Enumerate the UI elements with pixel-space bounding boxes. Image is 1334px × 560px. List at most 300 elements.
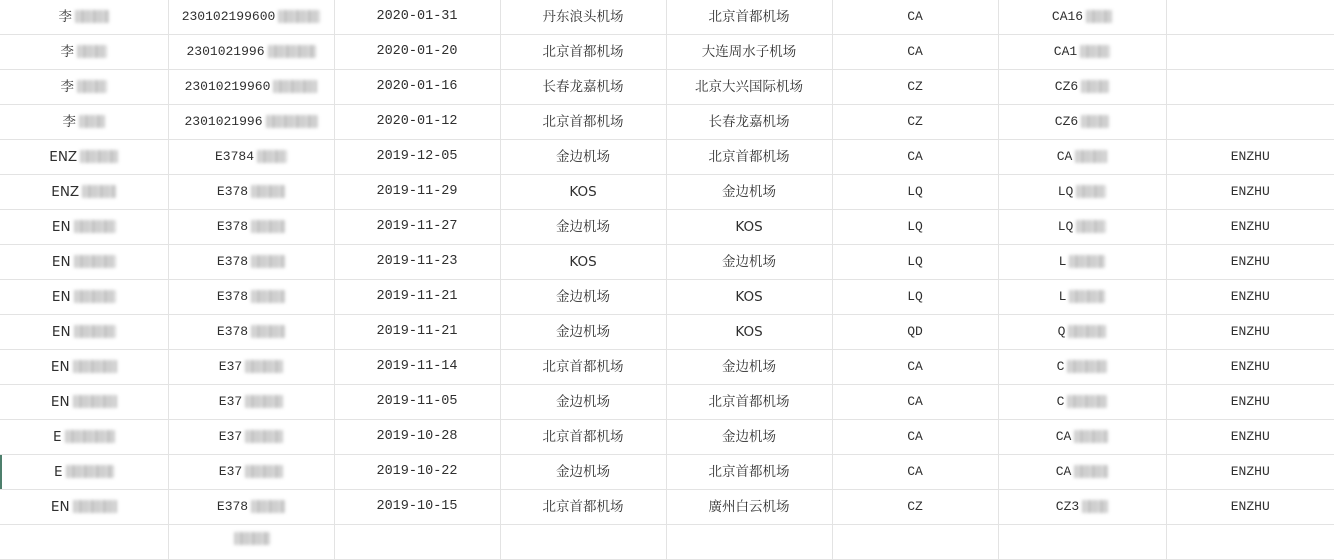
cell-flight-text: CZ6 (1054, 114, 1079, 129)
cell-from (500, 70, 666, 105)
cell-to-text: 廣州白云机场 (708, 499, 790, 515)
cell-from (500, 490, 666, 525)
cell-date (334, 490, 500, 525)
redaction-block (74, 255, 116, 268)
cell-airline (832, 385, 998, 420)
cell-name-text: E (52, 429, 62, 445)
cell-to-text: KOS (735, 324, 763, 340)
cell-date (334, 140, 500, 175)
redaction-block (1081, 80, 1109, 93)
cell-date-text: 2019-11-29 (376, 184, 458, 199)
cell-date (334, 525, 500, 560)
cell-from (500, 105, 666, 140)
cell-airline (832, 70, 998, 105)
cell-from-text: 金边机场 (556, 149, 610, 165)
table-row[interactable] (0, 455, 1334, 490)
cell-flight-text: CZ3 (1055, 499, 1080, 514)
cell-from-text: 北京首都机场 (542, 44, 624, 60)
cell-from (500, 280, 666, 315)
cell-flight (998, 245, 1166, 280)
cell-to (666, 525, 832, 560)
cell-operator (1166, 70, 1334, 105)
table-row[interactable] (0, 490, 1334, 525)
redaction-block (251, 220, 285, 233)
cell-id-text: E37 (218, 429, 243, 444)
cell-date-text: 2020-01-20 (376, 44, 458, 59)
cell-name (0, 385, 168, 420)
cell-from (500, 140, 666, 175)
cell-name (0, 210, 168, 245)
table-row[interactable] (0, 525, 1334, 560)
cell-to-text: KOS (735, 289, 763, 305)
redaction-block (251, 255, 285, 268)
cell-id (168, 140, 334, 175)
cell-operator (1166, 245, 1334, 280)
redaction-block (278, 10, 320, 23)
cell-to-text: 北京首都机场 (708, 394, 790, 410)
cell-name (0, 140, 168, 175)
table-row[interactable] (0, 280, 1334, 315)
redaction-block (1069, 255, 1105, 268)
cell-airline (832, 525, 998, 560)
cell-to (666, 105, 832, 140)
cell-from (500, 175, 666, 210)
cell-name-text: 李 (62, 114, 76, 130)
cell-id-text: 2301021996 (184, 114, 263, 129)
table-row[interactable] (0, 315, 1334, 350)
cell-from (500, 245, 666, 280)
redaction-block (1081, 115, 1109, 128)
redaction-block (251, 325, 285, 338)
cell-name (0, 315, 168, 350)
cell-from (500, 385, 666, 420)
cell-airline-text: CA (907, 9, 923, 24)
cell-operator (1166, 490, 1334, 525)
cell-from (500, 525, 666, 560)
cell-id-text: E378 (216, 289, 249, 304)
cell-date-text: 2020-01-16 (376, 79, 458, 94)
redaction-block (251, 185, 285, 198)
cell-operator-text: ENZHU (1230, 289, 1270, 304)
cell-operator (1166, 280, 1334, 315)
redaction-block (66, 465, 114, 478)
cell-flight (998, 35, 1166, 70)
cell-name-text: 李 (60, 79, 74, 95)
cell-name (0, 280, 168, 315)
cell-to-text: 金边机场 (722, 359, 776, 375)
table-row[interactable] (0, 70, 1334, 105)
cell-airline-text: CA (907, 394, 923, 409)
cell-airline-text: CZ (907, 114, 923, 129)
cell-airline (832, 105, 998, 140)
redaction-block (266, 115, 318, 128)
cell-flight (998, 385, 1166, 420)
cell-airline (832, 420, 998, 455)
cell-to (666, 0, 832, 35)
cell-from-text: 金边机场 (556, 394, 610, 410)
cell-airline-text: LQ (907, 219, 923, 234)
redaction-block (245, 465, 283, 478)
cell-date (334, 315, 500, 350)
cell-date-text: 2019-11-23 (376, 254, 458, 269)
cell-id (168, 315, 334, 350)
cell-id (168, 0, 334, 35)
cell-to-text: 大连周水子机场 (701, 44, 797, 60)
cell-to (666, 175, 832, 210)
cell-date-text: 2019-12-05 (376, 149, 458, 164)
cell-id (168, 175, 334, 210)
redaction-block (1082, 500, 1108, 513)
cell-to (666, 140, 832, 175)
cell-operator-text: ENZHU (1230, 149, 1270, 164)
cell-flight-text: LQ (1057, 184, 1074, 199)
cell-from-text: KOS (569, 254, 597, 270)
redaction-block (74, 290, 116, 303)
cell-id-text: E378 (216, 499, 249, 514)
redaction-block (1067, 395, 1107, 408)
redaction-block (1080, 45, 1110, 58)
cell-operator (1166, 455, 1334, 490)
cell-flight (998, 525, 1166, 560)
cell-date-text: 2019-11-21 (376, 324, 458, 339)
redaction-block (1068, 325, 1106, 338)
cell-flight (998, 105, 1166, 140)
cell-id-text: E378 (216, 184, 249, 199)
cell-operator-text: ENZHU (1230, 219, 1270, 234)
cell-airline (832, 245, 998, 280)
cell-flight-text: C (1056, 394, 1065, 409)
redaction-block (234, 532, 270, 545)
cell-operator (1166, 175, 1334, 210)
cell-airline-text: CZ (907, 79, 923, 94)
cell-from (500, 455, 666, 490)
cell-name (0, 525, 168, 560)
cell-to-text: 北京首都机场 (708, 464, 790, 480)
cell-operator-text: ENZHU (1230, 394, 1270, 409)
cell-flight-text: Q (1057, 324, 1066, 339)
cell-to (666, 35, 832, 70)
cell-operator (1166, 315, 1334, 350)
redaction-block (245, 395, 283, 408)
cell-operator (1166, 0, 1334, 35)
cell-from-text: 金边机场 (556, 464, 610, 480)
cell-name-text: 李 (58, 9, 72, 25)
cell-date (334, 350, 500, 385)
cell-id-text: 2301021996 (186, 44, 265, 59)
cell-airline-text: LQ (907, 289, 923, 304)
cell-from-text: KOS (569, 184, 597, 200)
cell-name-text: EN (50, 394, 70, 410)
cell-name-text: EN (50, 359, 70, 375)
cell-name (0, 105, 168, 140)
cell-id-text: E37 (218, 359, 243, 374)
cell-name (0, 455, 168, 490)
cell-name (0, 35, 168, 70)
cell-airline-text: CA (907, 429, 923, 444)
cell-flight-text: L (1058, 254, 1067, 269)
cell-airline-text: CZ (907, 499, 923, 514)
cell-id-text: E37 (218, 394, 243, 409)
cell-from-text: 金边机场 (556, 219, 610, 235)
cell-to (666, 455, 832, 490)
redaction-block (251, 500, 285, 513)
redaction-block (74, 325, 116, 338)
cell-operator (1166, 385, 1334, 420)
cell-airline-text: QD (907, 324, 923, 339)
redaction-block (251, 290, 285, 303)
cell-date-text: 2019-11-05 (376, 394, 458, 409)
cell-to-text: 北京首都机场 (708, 149, 790, 165)
cell-id (168, 105, 334, 140)
cell-from-text: 北京首都机场 (542, 359, 624, 375)
redaction-block (1074, 465, 1108, 478)
cell-id (168, 350, 334, 385)
cell-id (168, 280, 334, 315)
cell-to (666, 210, 832, 245)
cell-airline (832, 140, 998, 175)
cell-flight (998, 490, 1166, 525)
cell-airline (832, 35, 998, 70)
table-row[interactable] (0, 105, 1334, 140)
cell-to-text: 金边机场 (722, 184, 776, 200)
redaction-block (65, 430, 115, 443)
cell-date-text: 2020-01-12 (376, 114, 458, 129)
cell-flight-text: CA16 (1051, 9, 1084, 24)
cell-date (334, 245, 500, 280)
cell-airline (832, 455, 998, 490)
cell-from (500, 210, 666, 245)
cell-id (168, 490, 334, 525)
cell-to (666, 245, 832, 280)
table-row[interactable] (0, 420, 1334, 455)
redaction-block (74, 220, 116, 233)
cell-airline-text: CA (907, 149, 923, 164)
redaction-block (245, 430, 283, 443)
cell-from (500, 0, 666, 35)
redaction-block (257, 150, 287, 163)
cell-name (0, 420, 168, 455)
cell-from-text: 金边机场 (556, 324, 610, 340)
cell-date (334, 35, 500, 70)
cell-flight-text: CZ6 (1054, 79, 1079, 94)
cell-name (0, 70, 168, 105)
cell-from (500, 350, 666, 385)
cell-flight-text: CA (1056, 149, 1073, 164)
cell-id (168, 525, 334, 560)
cell-id (168, 245, 334, 280)
redaction-block (79, 115, 105, 128)
cell-date (334, 455, 500, 490)
cell-name-text: ENZ (51, 184, 80, 200)
redaction-block (268, 45, 316, 58)
cell-to-text: KOS (735, 219, 763, 235)
cell-from-text: 北京首都机场 (542, 429, 624, 445)
cell-name-text: ENZ (49, 149, 78, 165)
cell-flight (998, 455, 1166, 490)
cell-operator-text: ENZHU (1230, 324, 1270, 339)
cell-operator-text: ENZHU (1230, 464, 1270, 479)
cell-airline-text: CA (907, 44, 923, 59)
redaction-block (1069, 290, 1105, 303)
cell-date-text: 2019-11-14 (376, 359, 458, 374)
cell-operator (1166, 105, 1334, 140)
cell-date (334, 175, 500, 210)
cell-airline-text: CA (907, 464, 923, 479)
cell-id-text: E3784 (214, 149, 254, 164)
cell-id (168, 455, 334, 490)
redaction-block (1075, 150, 1107, 163)
cell-from-text: 北京首都机场 (542, 499, 624, 515)
cell-date-text: 2019-11-21 (376, 289, 458, 304)
cell-airline (832, 350, 998, 385)
cell-to-text: 金边机场 (722, 254, 776, 270)
cell-from (500, 35, 666, 70)
cell-operator (1166, 350, 1334, 385)
cell-to-text: 金边机场 (722, 429, 776, 445)
cell-airline (832, 175, 998, 210)
cell-id-text: E378 (216, 219, 249, 234)
cell-airline-text: CA (907, 359, 923, 374)
redaction-block (75, 10, 109, 23)
cell-to (666, 70, 832, 105)
cell-operator (1166, 525, 1334, 560)
cell-airline (832, 490, 998, 525)
cell-to (666, 315, 832, 350)
cell-id (168, 210, 334, 245)
cell-date (334, 385, 500, 420)
cell-airline-text: LQ (907, 254, 923, 269)
cell-flight-text: C (1056, 359, 1065, 374)
cell-flight-text: CA1 (1053, 44, 1078, 59)
redaction-block (80, 150, 118, 163)
table-row[interactable] (0, 0, 1334, 35)
cell-id-text: E378 (216, 254, 249, 269)
redaction-block (1076, 185, 1106, 198)
cell-name-text: E (53, 464, 63, 480)
cell-operator (1166, 420, 1334, 455)
cell-date (334, 0, 500, 35)
cell-date (334, 70, 500, 105)
cell-flight (998, 315, 1166, 350)
redaction-block (73, 395, 117, 408)
table-row[interactable] (0, 175, 1334, 210)
cell-flight (998, 210, 1166, 245)
cell-operator-text: ENZHU (1230, 499, 1270, 514)
cell-flight-text: L (1058, 289, 1067, 304)
table-row[interactable] (0, 35, 1334, 70)
cell-operator (1166, 140, 1334, 175)
cell-date-text: 2019-11-27 (376, 219, 458, 234)
cell-name-text: EN (51, 219, 71, 235)
table-row[interactable] (0, 350, 1334, 385)
cell-id-text: E37 (218, 464, 243, 479)
cell-flight (998, 280, 1166, 315)
cell-operator-text: ENZHU (1230, 254, 1270, 269)
cell-to-text: 北京首都机场 (708, 9, 790, 25)
cell-date-text: 2019-10-22 (376, 464, 458, 479)
cell-from (500, 315, 666, 350)
cell-airline-text: LQ (907, 184, 923, 199)
cell-to-text: 长春龙嘉机场 (708, 114, 790, 130)
cell-id-text: 23010219960 (184, 79, 271, 94)
cell-flight-text: CA (1055, 429, 1072, 444)
cell-name (0, 0, 168, 35)
cell-date-text: 2019-10-15 (376, 499, 458, 514)
cell-from-text: 北京首都机场 (542, 114, 624, 130)
redaction-block (73, 360, 117, 373)
redaction-block (73, 500, 117, 513)
cell-name-text: EN (51, 254, 71, 270)
cell-name (0, 175, 168, 210)
cell-operator (1166, 210, 1334, 245)
cell-id (168, 385, 334, 420)
cell-date (334, 420, 500, 455)
redaction-block (1067, 360, 1107, 373)
cell-flight (998, 0, 1166, 35)
cell-flight-text: LQ (1057, 219, 1074, 234)
cell-flight (998, 70, 1166, 105)
redaction-block (1074, 430, 1108, 443)
cell-id-text: E378 (216, 324, 249, 339)
redaction-block (77, 80, 107, 93)
table-row[interactable] (0, 245, 1334, 280)
cell-airline (832, 315, 998, 350)
redaction-block (77, 45, 107, 58)
cell-flight (998, 350, 1166, 385)
cell-date-text: 2019-10-28 (376, 429, 458, 444)
cell-to (666, 490, 832, 525)
cell-id (168, 35, 334, 70)
cell-date-text: 2020-01-31 (376, 9, 458, 24)
table-row[interactable] (0, 140, 1334, 175)
cell-id (168, 70, 334, 105)
cell-airline (832, 280, 998, 315)
cell-from-text: 丹东浪头机场 (542, 9, 624, 25)
cell-date (334, 210, 500, 245)
cell-name-text: EN (50, 499, 70, 515)
cell-name-text: EN (51, 289, 71, 305)
cell-to (666, 420, 832, 455)
cell-to (666, 280, 832, 315)
cell-to (666, 385, 832, 420)
redaction-block (82, 185, 116, 198)
cell-name-text: 李 (60, 44, 74, 60)
cell-date (334, 105, 500, 140)
table-row[interactable] (0, 385, 1334, 420)
cell-name (0, 245, 168, 280)
cell-operator-text: ENZHU (1230, 359, 1270, 374)
cell-id (168, 420, 334, 455)
cell-name-text: EN (51, 324, 71, 340)
cell-id-text: 230102199600 (181, 9, 276, 24)
cell-airline (832, 0, 998, 35)
redaction-block (245, 360, 283, 373)
table-row[interactable] (0, 210, 1334, 245)
cell-from (500, 420, 666, 455)
redaction-block (1076, 220, 1106, 233)
cell-name (0, 350, 168, 385)
cell-flight (998, 140, 1166, 175)
cell-flight-text: CA (1055, 464, 1072, 479)
cell-operator-text: ENZHU (1230, 184, 1270, 199)
cell-to-text: 北京大兴国际机场 (695, 79, 803, 95)
cell-from-text: 金边机场 (556, 289, 610, 305)
cell-operator (1166, 35, 1334, 70)
cell-date (334, 280, 500, 315)
cell-operator-text: ENZHU (1230, 429, 1270, 444)
redaction-block (273, 80, 317, 93)
cell-name (0, 490, 168, 525)
